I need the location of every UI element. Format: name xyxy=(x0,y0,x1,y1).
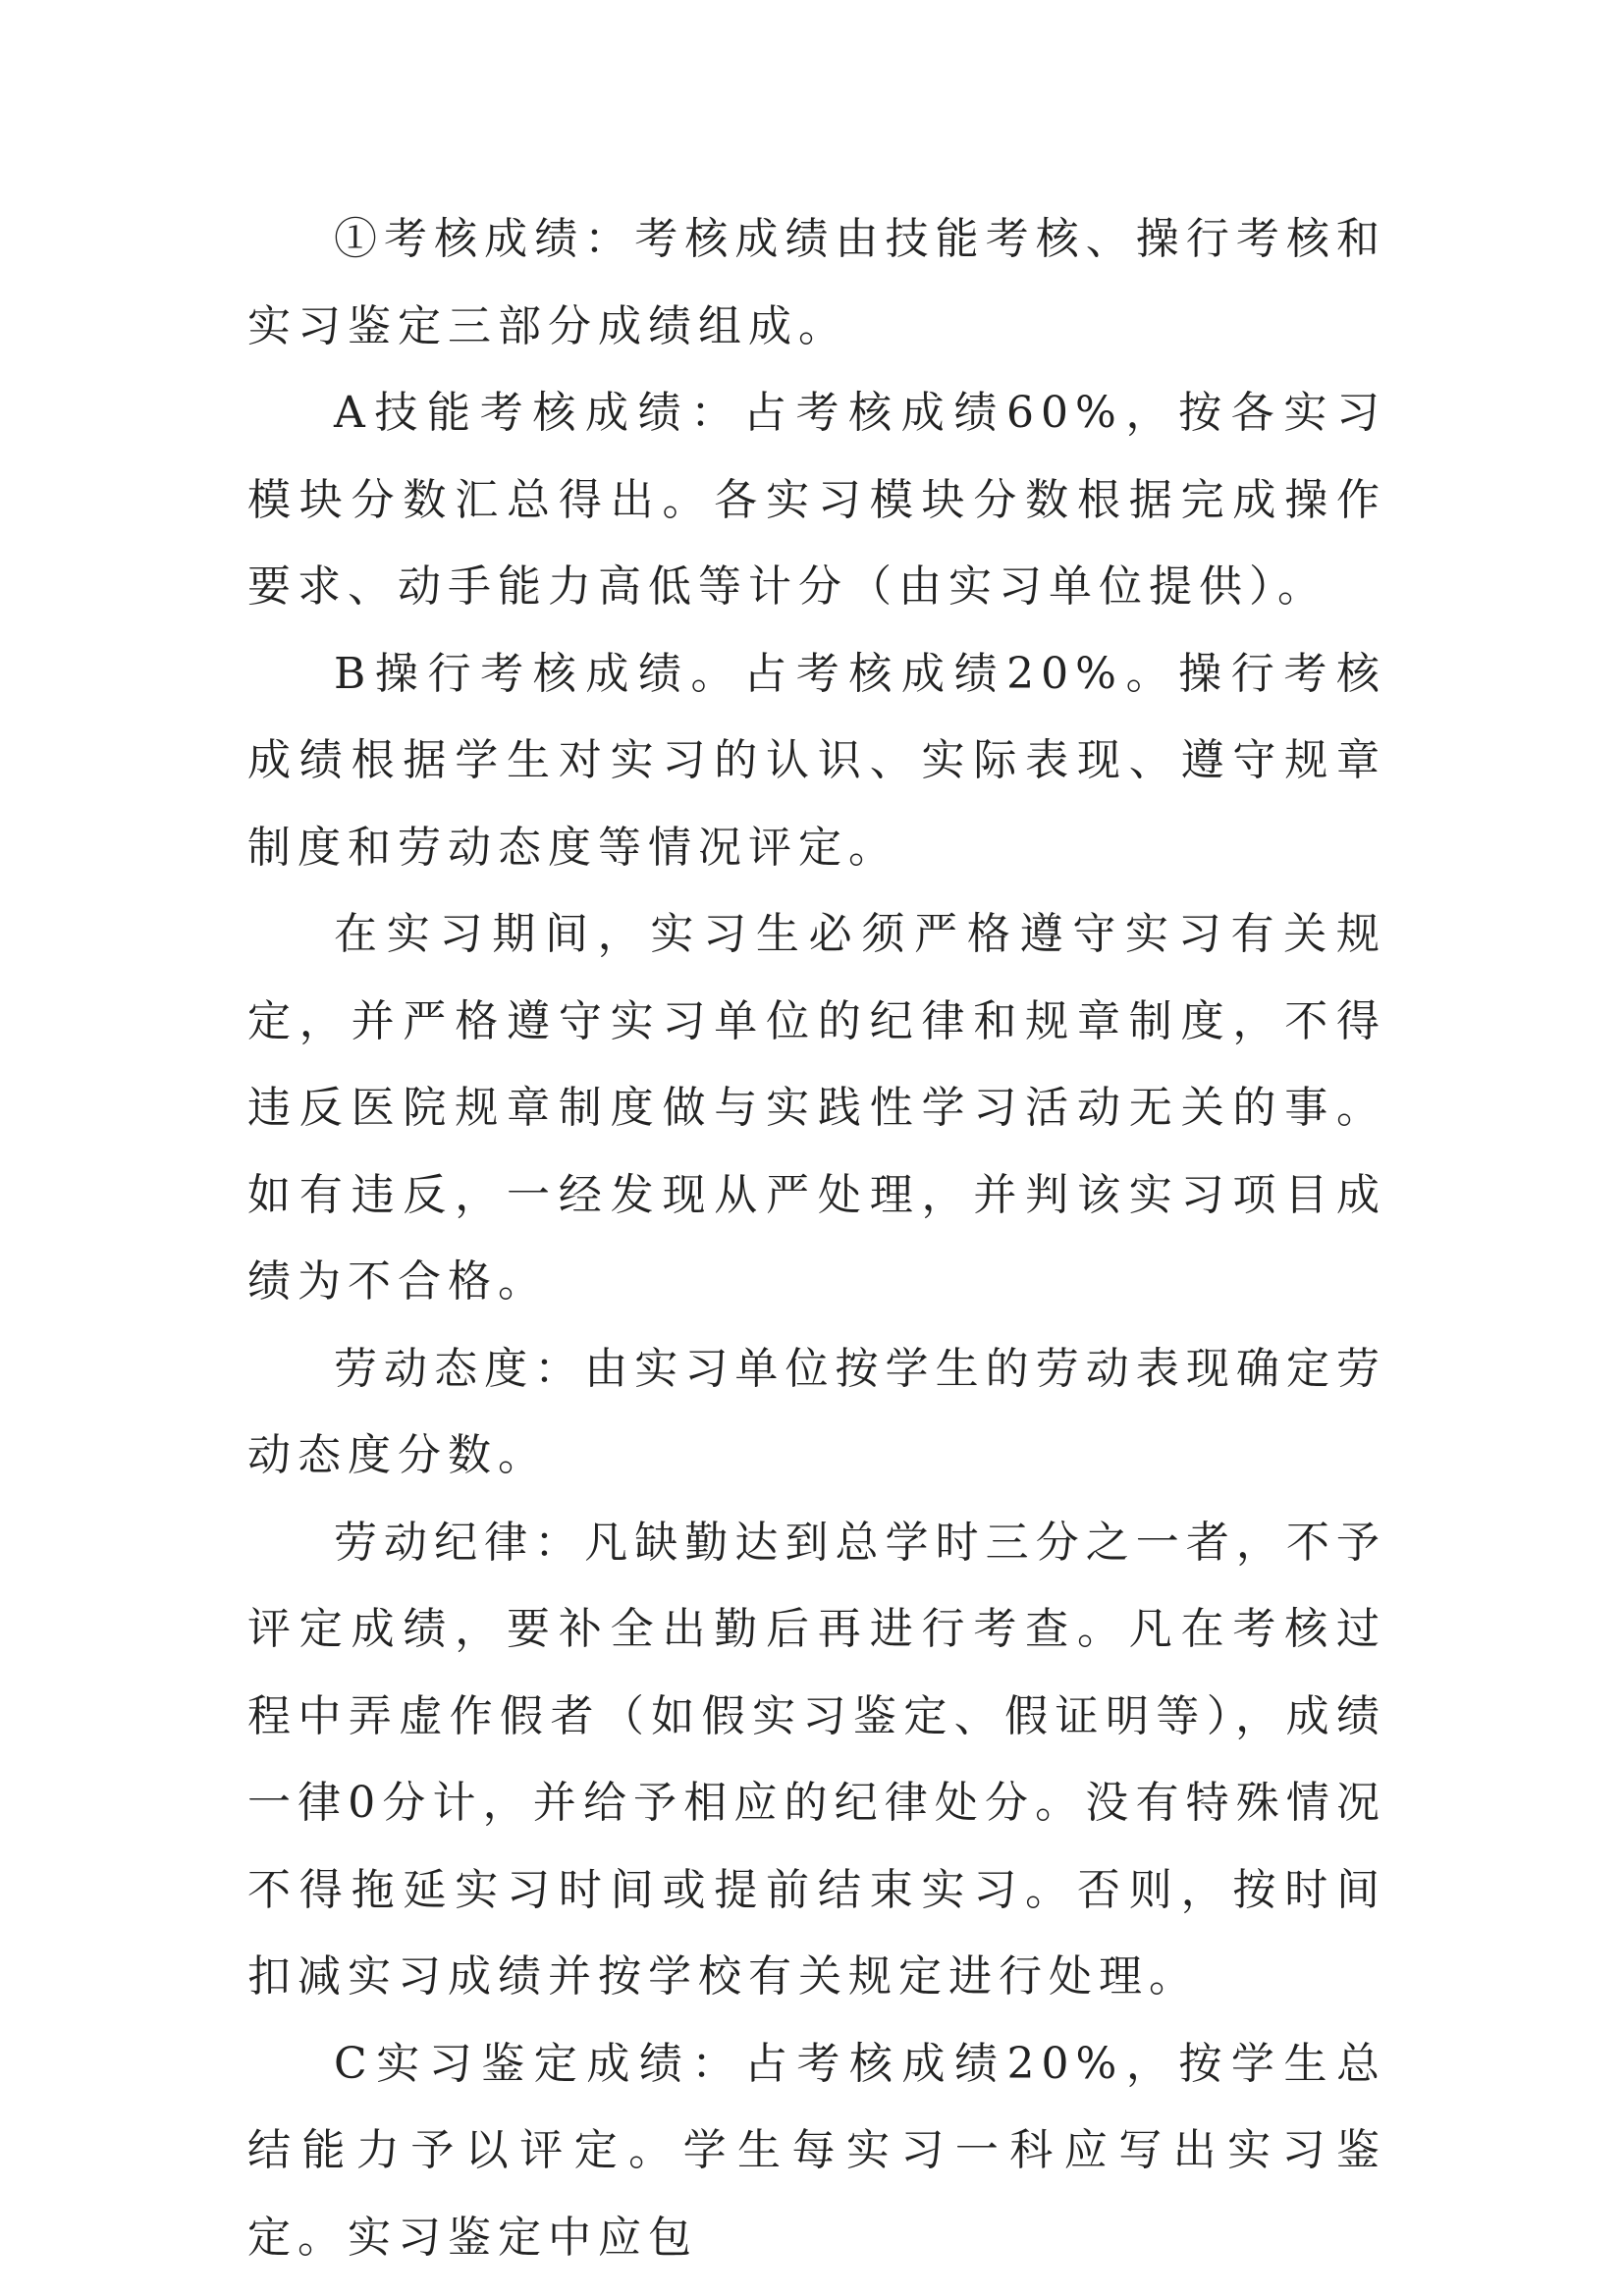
paragraph-work-attitude: 劳动态度：由实习单位按学生的劳动表现确定劳动态度分数。 xyxy=(247,1343,1386,1480)
paragraph-conduct-assessment: B操行考核成绩。占考核成绩20%。操行考核成绩根据学生对实习的认识、实际表现、遵守规章制度和劳动态度等情况评定。 xyxy=(247,648,1386,873)
document-body xyxy=(247,196,1386,2281)
paragraph-internship-rules: 在实习期间，实习生必须严格遵守实习有关规定，并严格遵守实习单位的纪律和规章制度，不得违反医院规章制度做与实践性学习活动无关的事。如有违反，一经发现从严处理，并判该实习项目成绩为不合格。 xyxy=(247,909,1386,1307)
paragraph-assessment-score: ①考核成绩：考核成绩由技能考核、操行考核和实习鉴定三部分成绩组成。 xyxy=(247,214,1386,351)
paragraph-skill-assessment: A技能考核成绩：占考核成绩60%，按各实习模块分数汇总得出。各实习模块分数根据完成操作要求、动手能力高低等计分（由实习单位提供）。 xyxy=(247,388,1386,612)
paragraph-internship-appraisal: C实习鉴定成绩：占考核成绩20%，按学生总结能力予以评定。学生每实习一科应写出实习鉴定。实习鉴定中应包 xyxy=(247,2038,1386,2263)
paragraph-work-discipline: 劳动纪律：凡缺勤达到总学时三分之一者，不予评定成绩，要补全出勤后再进行考查。凡在考核过程中弄虚作假者（如假实习鉴定、假证明等），成绩一律0分计，并给予相应的纪律处分。没有特殊情况不得拖延实习时间或提前结束实习。否则，按时间扣减实习成绩并按学校有关规定进行处理。 xyxy=(247,1517,1386,2002)
